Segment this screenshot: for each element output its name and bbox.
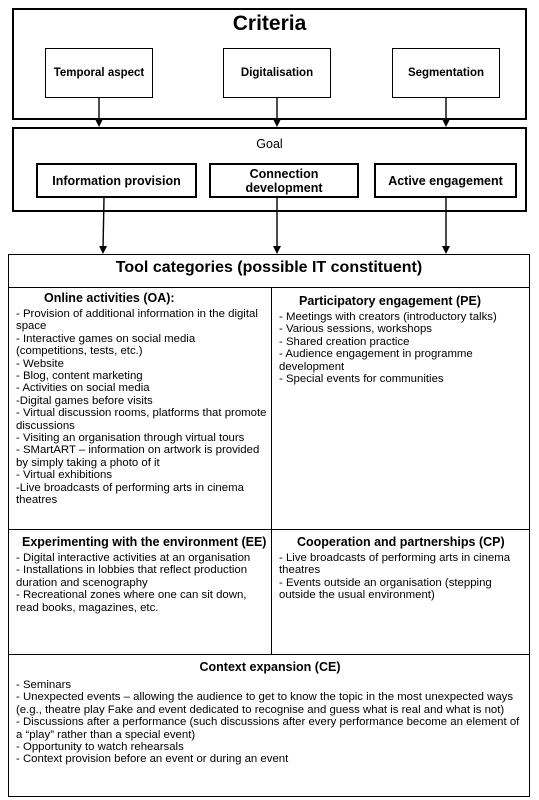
list-item: - Virtual exhibitions bbox=[16, 469, 113, 482]
list-item: - Context provision before an event or during an event bbox=[16, 753, 289, 766]
arrow-goal-to-tools-1 bbox=[103, 198, 104, 250]
goal-engagement-box: Active engagement bbox=[374, 163, 517, 198]
list-item: - Various sessions, workshops bbox=[279, 323, 432, 336]
cell-cooperation-partnerships bbox=[275, 535, 528, 602]
criteria-segmentation-box: Segmentation bbox=[392, 48, 500, 98]
tools-title: Tool categories (possible IT constituent) bbox=[115, 259, 423, 276]
ee-list bbox=[16, 552, 267, 614]
ce-title: Context expansion (CE) bbox=[199, 660, 341, 674]
list-item: - Opportunity to watch rehearsals bbox=[16, 741, 184, 754]
cell-online-activities bbox=[12, 291, 271, 507]
goal-title: Goal bbox=[256, 137, 283, 151]
list-item: - Unexpected events – allowing the audience to get to know the topic in the most unexpected ways (e.g., theatre play Fake and event dedicated to recognise and guess what is real and what is not) bbox=[16, 691, 514, 716]
criteria-temporal-box: Temporal aspect bbox=[45, 48, 153, 98]
list-item: - Interactive games on social media (competitions, tests, etc.) bbox=[16, 332, 196, 358]
ee-title: Experimenting with the environment (EE) bbox=[22, 535, 267, 549]
list-item: - SMartART – information on artwork is provided by simply taking a photo of it bbox=[16, 444, 260, 469]
ce-list bbox=[16, 679, 524, 766]
list-item: - Installations in lobbies that reflect production duration and scenography bbox=[16, 564, 248, 589]
cp-list bbox=[279, 552, 524, 602]
list-item: - Meetings with creators (introductory talks) bbox=[279, 311, 497, 323]
flow-arrows bbox=[0, 0, 539, 260]
list-item: -Digital games before visits bbox=[16, 394, 153, 407]
list-item: - Live broadcasts of performing arts in cinema theatres bbox=[279, 552, 511, 577]
cell-context-expansion bbox=[12, 660, 528, 766]
list-item: - Shared creation practice bbox=[279, 335, 410, 348]
list-item: - Provision of additional information in the digital space bbox=[16, 308, 258, 333]
cell-experimenting-environment bbox=[12, 535, 271, 614]
list-item: - Events outside an organisation (stepping outside the usual environment) bbox=[279, 576, 492, 602]
goal-connection-box: Connection development bbox=[209, 163, 359, 198]
list-item: -Live broadcasts of performing arts in cinema theatres bbox=[16, 481, 244, 507]
list-item: - Recreational zones where one can sit down, read books, magazines, etc. bbox=[16, 589, 247, 614]
list-item: - Audience engagement in programme development bbox=[279, 348, 473, 373]
list-item: - Website bbox=[16, 357, 64, 370]
list-item: - Digital interactive activities at an organisation bbox=[16, 552, 251, 564]
criteria-digitalisation-box: Digitalisation bbox=[223, 48, 331, 98]
list-item: - Special events for communities bbox=[279, 373, 444, 386]
tools-vertical-divider bbox=[271, 287, 272, 654]
pe-list bbox=[279, 311, 524, 385]
oa-title: Online activities (OA): bbox=[44, 291, 175, 305]
criteria-title: Criteria bbox=[232, 12, 307, 35]
goal-information-box: Information provision bbox=[36, 163, 197, 198]
tools-row-divider-2 bbox=[8, 654, 530, 655]
list-item: - Virtual discussion rooms, platforms that promote discussions bbox=[16, 407, 267, 432]
tools-row-divider-1 bbox=[8, 529, 530, 530]
list-item: - Discussions after a performance (such discussions after every performance become an element of a “play” rather than a special event) bbox=[16, 716, 520, 741]
oa-list bbox=[16, 308, 267, 507]
tools-header-divider bbox=[8, 287, 530, 288]
cp-title: Cooperation and partnerships (CP) bbox=[297, 535, 505, 549]
pe-title: Participatory engagement (PE) bbox=[299, 294, 481, 308]
list-item: - Blog, content marketing bbox=[16, 370, 143, 383]
list-item: - Visiting an organisation through virtual tours bbox=[16, 432, 245, 445]
list-item: - Activities on social media bbox=[16, 382, 150, 395]
cell-participatory-engagement bbox=[275, 294, 528, 385]
list-item: - Seminars bbox=[16, 679, 72, 691]
